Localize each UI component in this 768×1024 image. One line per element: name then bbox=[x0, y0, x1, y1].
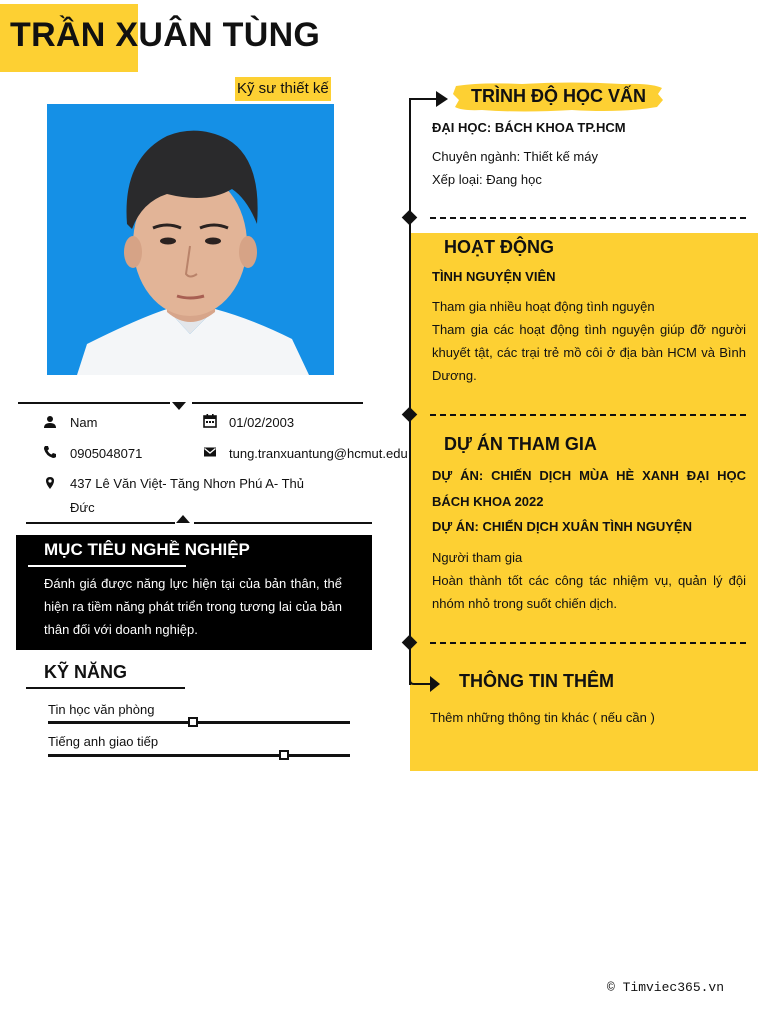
project-1: DỰ ÁN: CHIẾN DỊCH MÙA HÈ XANH ĐẠI HỌC BÁCH KHOA 2022 bbox=[432, 468, 746, 509]
activities-title: HOẠT ĐỘNG bbox=[444, 237, 554, 257]
skill-bar bbox=[48, 754, 350, 757]
location-icon bbox=[43, 476, 57, 490]
extra-title: THÔNG TIN THÊM bbox=[459, 671, 614, 691]
divider bbox=[18, 402, 170, 404]
project-2: DỰ ÁN: CHIẾN DỊCH XUÂN TÌNH NGUYỆN bbox=[432, 519, 692, 534]
address-line-1: 437 Lê Văn Việt- Tăng Nhơn Phú A- Thủ bbox=[70, 476, 305, 491]
activities-line1: Tham gia nhiều hoạt động tình nguyện bbox=[432, 299, 655, 314]
user-icon bbox=[43, 415, 57, 429]
activities-sub: TÌNH NGUYỆN VIÊN bbox=[432, 269, 556, 284]
education-title: TRÌNH ĐỘ HỌC VẤN bbox=[471, 86, 646, 106]
divider-arrow bbox=[172, 402, 186, 410]
divider bbox=[194, 522, 372, 524]
skills-underline bbox=[26, 687, 185, 689]
section-divider bbox=[430, 217, 746, 219]
skill-label: Tiếng anh giao tiếp bbox=[48, 734, 159, 749]
project-desc: Hoàn thành tốt các công tác nhiệm vụ, quản lý đội nhóm nhỏ trong suốt chiến dịch. bbox=[432, 573, 746, 611]
birthday-value: 01/02/2003 bbox=[229, 415, 295, 430]
candidate-name: TRẦN XUÂN TÙNG bbox=[10, 16, 321, 54]
email-value[interactable]: tung.tranxuantung@hcmut.edu bbox=[229, 446, 408, 461]
phone-icon bbox=[43, 445, 57, 459]
timeline-connector bbox=[409, 660, 441, 692]
skills-title: KỸ NĂNG bbox=[44, 662, 128, 682]
address-line-2: Đức bbox=[70, 500, 95, 515]
profile-photo bbox=[47, 104, 334, 375]
objective-underline bbox=[28, 565, 186, 567]
skill-bar bbox=[48, 721, 350, 724]
divider bbox=[26, 522, 175, 524]
section-divider bbox=[430, 642, 746, 644]
extra-text: Thêm những thông tin khác ( nếu cần ) bbox=[430, 710, 655, 725]
job-title: Kỹ sư thiết kế bbox=[235, 77, 331, 101]
email-icon bbox=[203, 445, 217, 459]
divider-arrow bbox=[176, 515, 190, 523]
gender-value: Nam bbox=[70, 415, 98, 430]
activities-line2: Tham gia các hoạt động tình nguyện giúp đỡ người khuyết tật, các trại trẻ mồ côi ở địa bàn HCM và Bình Dương. bbox=[432, 322, 746, 383]
timeline-line bbox=[409, 100, 411, 685]
projects-title: DỰ ÁN THAM GIA bbox=[444, 434, 597, 454]
arrow-right-icon bbox=[436, 91, 448, 107]
footer-brand: © Timviec365.vn bbox=[607, 980, 725, 995]
education-major: Chuyên ngành: Thiết kế máy bbox=[432, 149, 598, 164]
skill-level-handle[interactable] bbox=[188, 717, 198, 727]
objective-title: MỤC TIÊU NGHỀ NGHIỆP bbox=[44, 540, 250, 559]
skill-level-handle[interactable] bbox=[279, 750, 289, 760]
objective-text: Đánh giá được năng lực hiện tại của bản thân, thể hiện ra tiềm năng phát triển trong tương lai của bản thân đối với doanh nghiệp. bbox=[44, 576, 342, 637]
project-role: Người tham gia bbox=[432, 550, 523, 565]
phone-value[interactable]: 0905048071 bbox=[70, 446, 143, 461]
timeline-node bbox=[402, 210, 418, 226]
divider bbox=[192, 402, 363, 404]
section-divider bbox=[430, 414, 746, 416]
education-school: ĐẠI HỌC: BÁCH KHOA TP.HCM bbox=[432, 120, 626, 135]
calendar-icon bbox=[203, 414, 217, 428]
education-rank: Xếp loại: Đang học bbox=[432, 172, 542, 187]
skill-label: Tin học văn phòng bbox=[48, 702, 155, 717]
